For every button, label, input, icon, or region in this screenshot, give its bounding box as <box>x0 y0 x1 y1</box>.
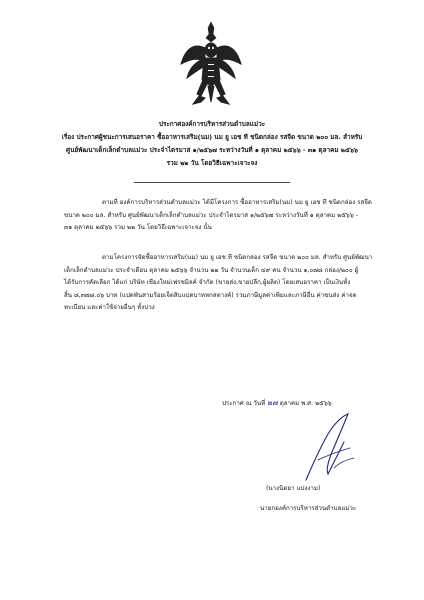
handwritten-signature-icon <box>298 408 368 488</box>
paragraph-line: ตามที่ องค์การบริหารส่วนตำบลแม่วะ ได้มีโครงการ ซื้ออาหารเสริม(นม) นม ยู เอช ที ชนิดกล่อง รสจืด <box>102 199 372 206</box>
paragraph-line <box>64 252 372 265</box>
announce-date-prefix: ประกาศ ณ วันที่ <box>222 400 266 407</box>
paragraph-line: เด็กเล็กตำบลแม่วะ ประจำเดือน ตุลาคม ๒๕๖๖ จำนวน ๒๒ วัน จำนวนเด็ก ๔๙ คน จำนวน ๑,๐๗๘ กล่อง/๒๐๐ ผู้ <box>64 266 359 274</box>
paragraph-line: ๓๑ ตุลาคม ๒๕๖๖ รวม ๒๒ วัน โดยวิธีเฉพาะเจาะจง นั้น <box>64 224 212 232</box>
paragraph-line-text: อาหารเสริม(นม) นม ยู เอช ที ชนิดกล่อง รสจืด ขนาด ๒๐๐ มล. สำหรับ ศูนย์พัฒนา <box>153 254 373 261</box>
signatory-position: นายกองค์การบริหารส่วนตำบลแม่วะ <box>260 505 357 512</box>
signatory-name: (นางนิตยา แปงงาม) <box>266 485 321 492</box>
paragraph-award <box>64 252 372 315</box>
paragraph-line: สิ้น ๘,๓๗๘.๐๖ บาท (แปดพันสามร้อยเจ็ดสิบแปดบาทหกสตางค์) รวมภาษีมูลค่าเพิ่มและภาษีอื่น ค่าขนส่ง ค่าจด <box>64 291 357 299</box>
subject-line-3: รวม ๒๒ วัน โดยวิธีเฉพาะเจาะจง <box>166 159 258 167</box>
paragraph-line: ทะเบียน และค่าใช้จ่ายอื่นๆ ทั้งปวง <box>64 304 155 312</box>
paragraph-lead: ตามโครงการจัดซื้อ <box>102 254 154 261</box>
paragraph-line: ขนาด ๒๐๐ มล. สำหรับ ศูนย์พัฒนาเด็กเล็กตำบลแม่วะ ประจำไตรมาส ๑/๒๕๖๗ ระหว่างวันที่ ๑ ตุลาคม ๒๕๖๖ - <box>64 211 358 219</box>
announcement-title: ประกาศองค์การบริหารส่วนตำบลแม่วะ <box>158 120 266 128</box>
subject-line-2: ศูนย์พัฒนาเด็กเล็กตำบลแม่วะ ประจำไตรมาส ๑/๒๕๖๗ ระหว่างวันที่ ๑ ตุลาคม ๒๕๖๖ - ๓๑ ตุลาคม ๒๕๖๖ <box>66 146 358 154</box>
paragraph-line: ได้รับการคัดเลือก ได้แก่ บริษัท เชียงใหม่เฟรชมิลค์ จำกัด (ขายส่ง,ขายปลีก,ผู้ผลิต) โดยเสนอราคา เป็นเงินทั้ง <box>64 279 351 287</box>
paragraph-background <box>64 197 372 235</box>
subject-line: เรื่อง ประกาศผู้ชนะการเสนอราคา ซื้ออาหารเสริม(นม) นม ยู เอช ที ชนิดกล่อง รสจืด ขนาด ๒๐๐ มล. สำหรับ <box>61 133 363 141</box>
announce-date-suffix: ตุลาคม พ.ศ. ๒๕๖๖ <box>279 400 332 407</box>
garuda-emblem-icon <box>179 20 243 108</box>
announce-day-handwritten: ๒๗ <box>267 398 278 407</box>
divider <box>134 182 290 183</box>
